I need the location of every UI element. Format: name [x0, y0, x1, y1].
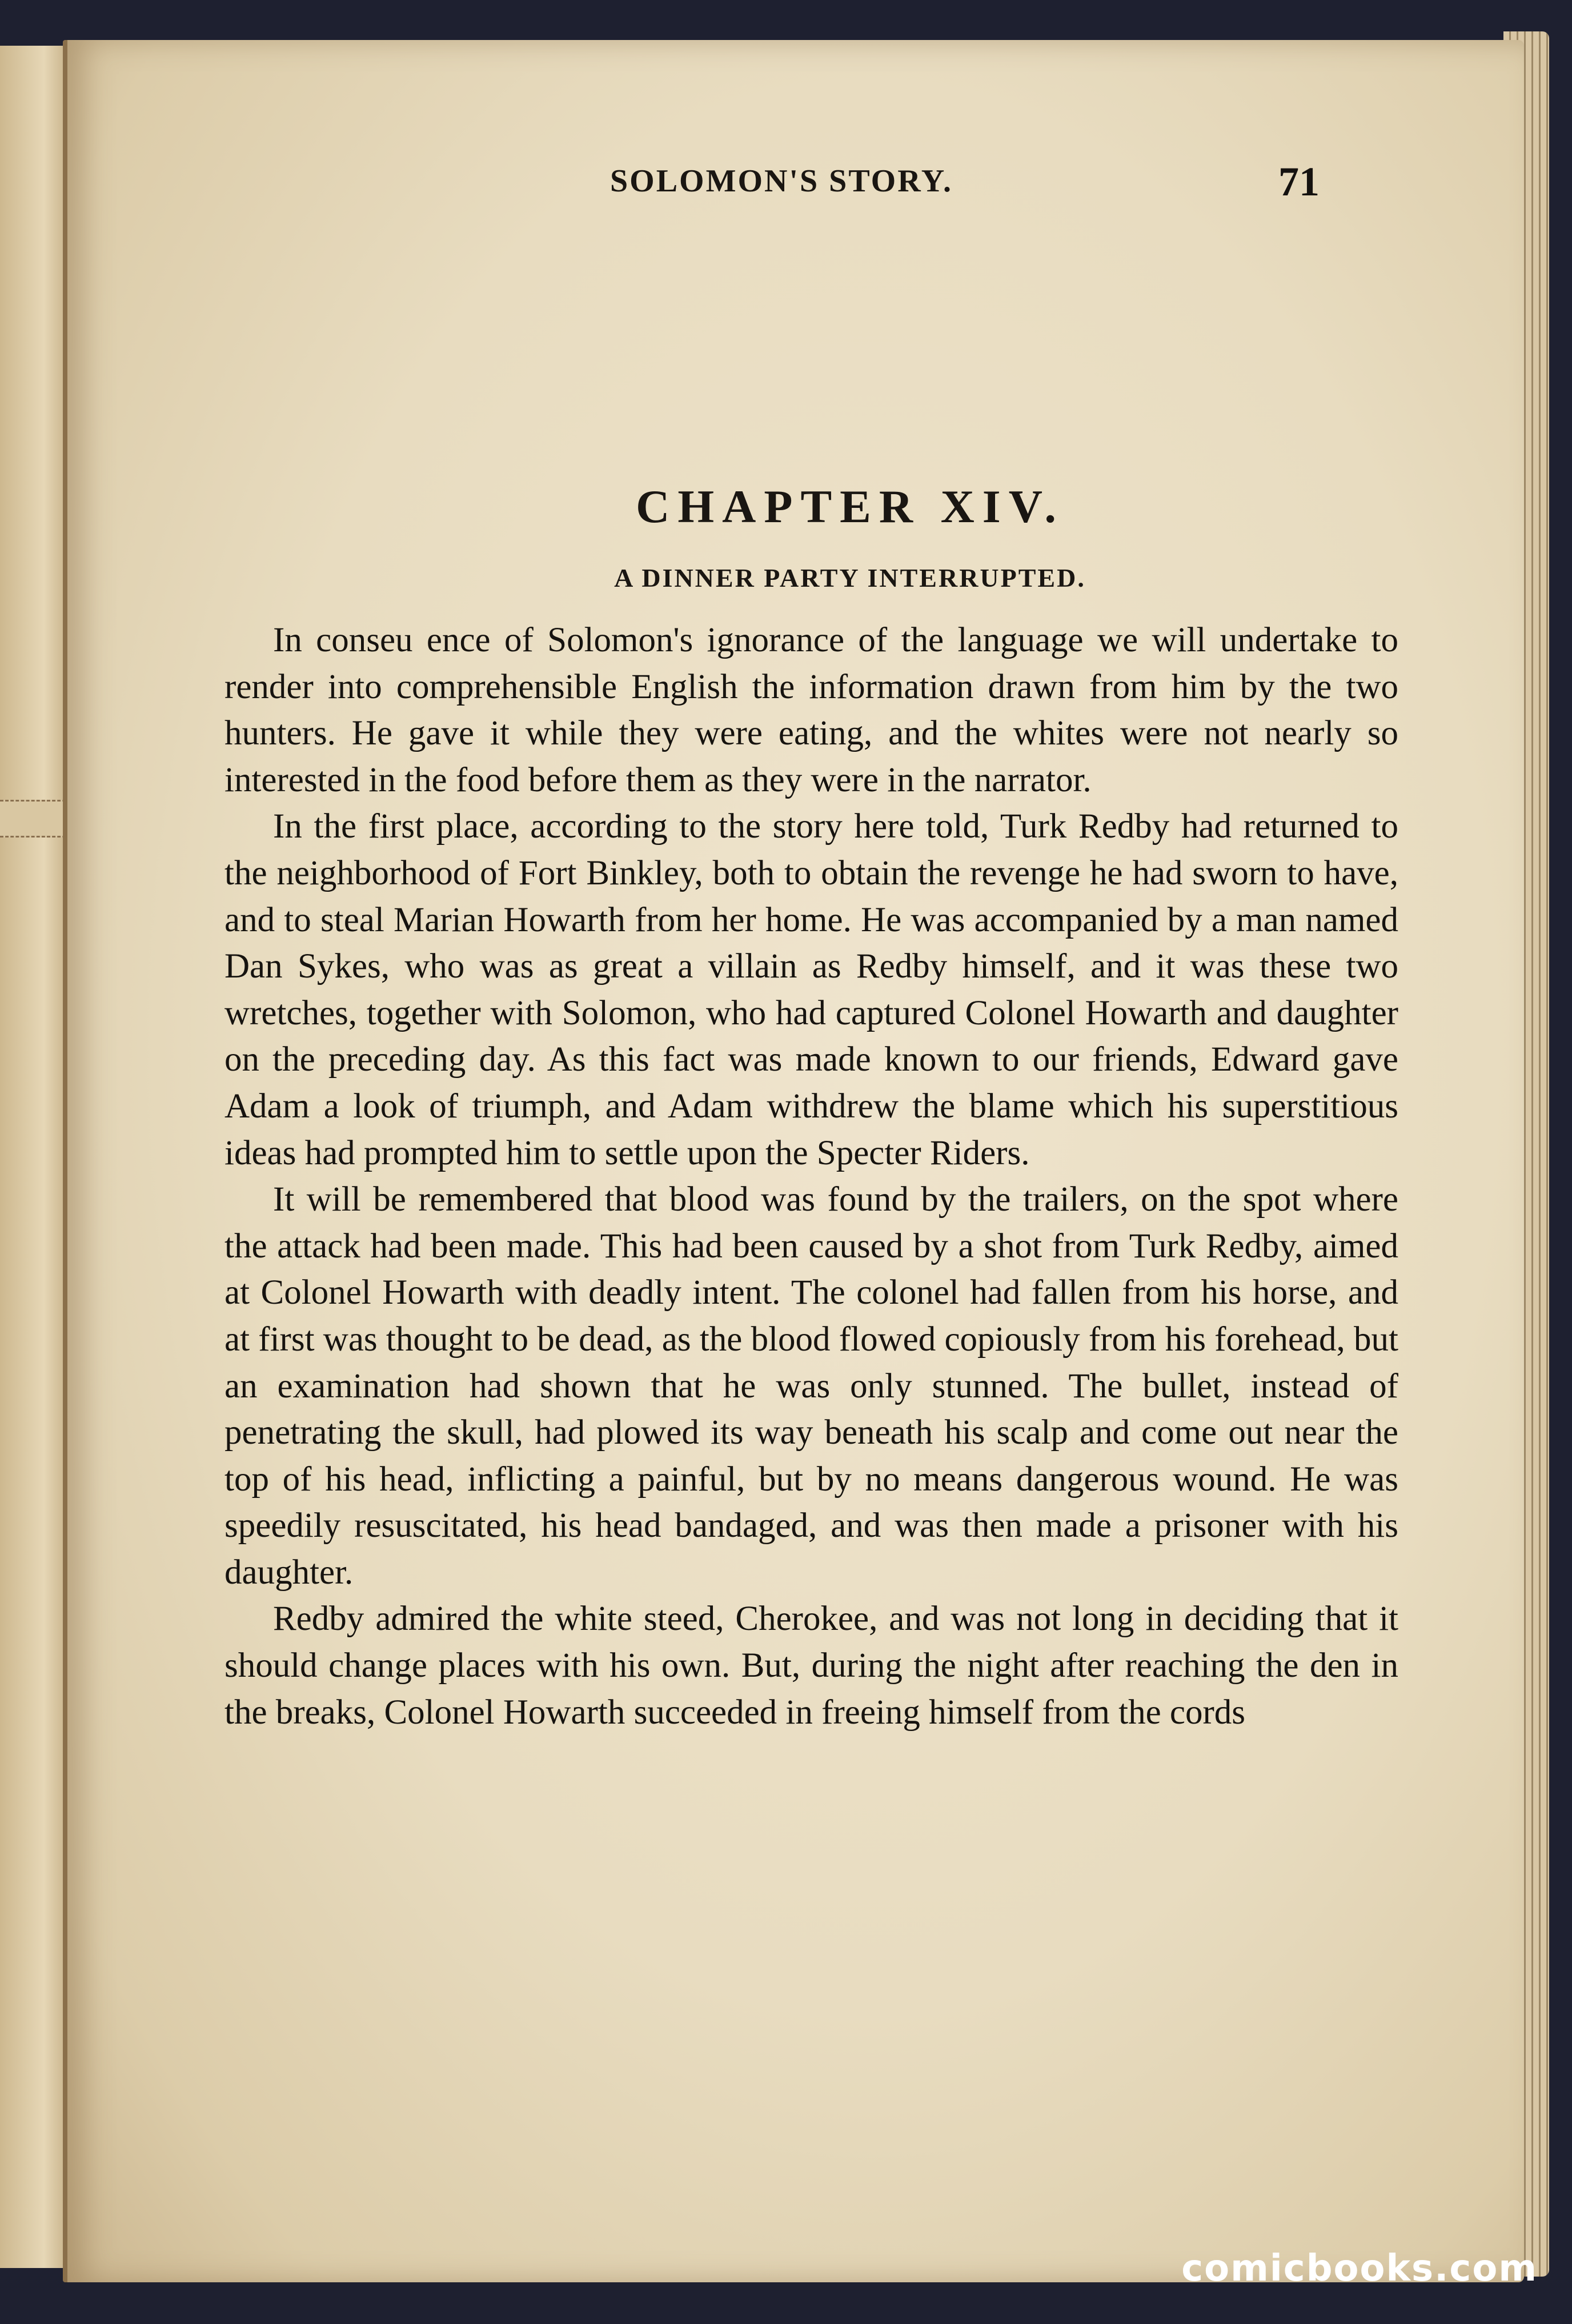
- paragraph-1: In conseu ence of Solomon's ignorance of the language we will undertake to render into comprehensible English the information drawn from him by the two hunters. He gave it while they were eating, and the whites were not nearly so interested in the food before them as they were in the narrator.: [224, 621, 1398, 799]
- book-page: [63, 40, 1524, 2282]
- running-title: SOLOMON'S STORY.: [610, 163, 953, 199]
- chapter-subtitle: A DINNER PARTY INTERRUPTED.: [614, 563, 1086, 592]
- running-head: [67, 159, 1524, 226]
- page-number: 71: [1278, 159, 1320, 205]
- chapter-title: CHAPTER XIV.: [636, 480, 1064, 532]
- site-watermark: comicbooks.com: [1181, 2247, 1538, 2290]
- paragraph-2: In the first place, according to the story here told, Turk Redby had returned to the neighborhood of Fort Binkley, both to obtain the revenge he had sworn to have, and to steal Marian Howarth from her home. He was accompanied by a man named Dan Sykes, who was as great a villain as Redby himself, and it was these two wretches, together with Solomon, who had captured Colonel Howarth and daughter on the preceding day. As this fact was made known to our friends, Edward gave Adam a look of triumph, and Adam withdrew the blame which his superstitious ideas had prompted him to settle upon the Specter Riders.: [224, 807, 1398, 1172]
- body-text: [224, 617, 1398, 1736]
- paragraph-3: It will be remembered that blood was found by the trailers, on the spot where the attack had been made. This had been caused by a shot from Turk Redby, aimed at Colonel Howarth with deadly intent. The colonel had fallen from his horse, and at first was thought to be dead, as the blood flowed copiously from his forehead, but an examination had shown that he was only stunned. The bullet, instead of penetrating the skull, had plowed its way beneath his scalp and come out near the top of his head, inflicting a painful, but by no means dangerous wound. He was speedily resuscitated, his head bandaged, and was then made a prisoner with his daughter.: [224, 1180, 1398, 1592]
- paragraph-4: Redby admired the white steed, Cherokee, and was not long in deciding that it should change places with his own. But, during the night after reaching the den in the breaks, Colonel Howarth succeeded in freeing himself from the cords: [224, 1600, 1398, 1732]
